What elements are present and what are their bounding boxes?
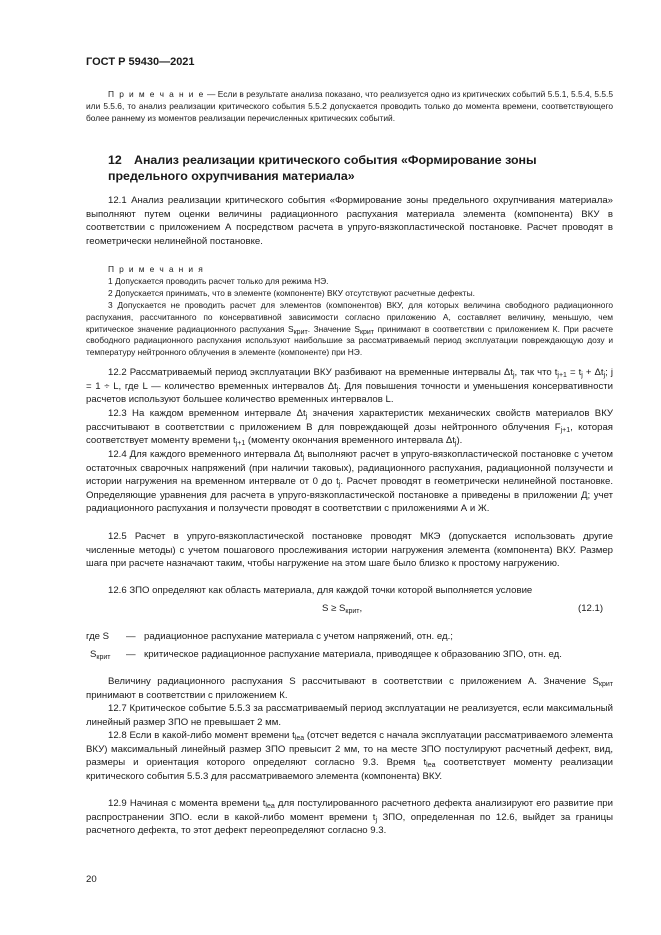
formula-12-1: $S \ge S_{крит}$, (322, 603, 363, 615)
note-item-1: 1 Допускается проводить расчет только для режима НЭ. (108, 275, 329, 286)
definition-S: где S — радиационное распухание материала с учетом напряжений, отн. ед.; (86, 631, 453, 642)
top-note (86, 89, 613, 125)
notes-label: П р и м е ч а н и я (108, 264, 205, 274)
paragraph-12-6: 12.6 ЗПО определяют как область материала, для каждой точки которой выполняется условие (108, 585, 533, 596)
note-text: — Если в результате анализа показано, что реализуется одно из критических событий 5.5.1, 5.5.4, 5.5.5 или 5.5.6, то анализ реализации критического события 5.5.2 допускается проводить только до момента времени, соответствующего более раннему из моментов реализации перечисленных критических событий. (86, 89, 613, 123)
paragraph-12-4: 12.4 Для каждого временного интервала $\Delta t_j$ выполняют расчет в упруго-вязкопластической постановке с учетом остаточных сварочных напряжений (при наличии таковых), радиационного распухания, радиационной ползучести и истории нагружения на временном интервале от 0 до $t_j$. Расчет проводят в геометрически нелинейной постановке. Определяющие уравнения для расчета в упруго-вязкопластической постановке а приведены в приложении Д; учет радиационного распухания и ползучести проводят в соответствии с приложениями А и Ж. (86, 449, 613, 515)
section-heading (108, 152, 608, 184)
formula-number: (12.1) (578, 603, 604, 614)
paragraph-12-8: 12.8 Если в какой-либо момент времени $t_{lea}$ (отсчет ведется с начала эксплуатации рассматриваемого элемента ВКУ) максимальный линейный размер ЗПО превысит 2 мм, то на месте ЗПО постулируют расчетный дефект, вид, размеры и ориентация которого определяют согласно 9.3. Время $t_{lea}$ соответствует моменту реализации критического события 5.5.3 для рассматриваемого элемента (компонента) ВКУ. (86, 730, 613, 782)
paragraph-12-7: 12.7 Критическое событие 5.5.3 за рассматриваемый период эксплуатации не реализуется, если максимальный линейный размер ЗПО не превышает 2 мм. (86, 703, 613, 728)
note-item-2: 2 Допускается принимать, что в элементе (компоненте) ВКУ отсутствуют расчетные дефекты. (108, 287, 475, 298)
paragraph-12-2: 12.2 Рассматриваемый период эксплуатации ВКУ разбивают на временные интервалы $\Delta t_j$, так что $t_{j+1} = t_j + \Delta t_j$; j = 1 ÷ L, где L — количество временных интервалов $\Delta t_j$. Для повышения точности и уменьшения консервативности расчетов используют большее количество временных интервалов L. (86, 367, 613, 406)
note-label: П р и м е ч а н и е (108, 89, 205, 99)
section-title: Анализ реализации критического события «Формирование зоны предельного охрупчивания материала» (108, 153, 537, 183)
note-item-3: 3 Допускается не проводить расчет для элементов (компонентов) ВКУ, для которых величина свободного радиационного распухания, рассчитанного по консервативной зависимости согласно приложению А, составляет величину, меньшую, чем критическое значение радиационного распухания $S_{крит}$. Значение $S_{крит}$ принимают в соответствии с приложением К. При расчете свободного радиационного распухания используют наибольшие за рассматриваемый период эксплуатации повреждающую дозу и температуру нейтронного облучения в элементе (компоненте) при НЭ. (86, 299, 613, 358)
document-header: ГОСТ Р 59430—2021 (86, 56, 195, 68)
paragraph-12-3: 12.3 На каждом временном интервале $\Delta t_j$ значения характеристик механических свойств материалов ВКУ рассчитывают в соответствии с приложением В для повреждающей дозы нейтронного облучения $F_{j+1}$, которая соответствует моменту времени $t_{j+1}$ (моменту окончания временного интервала $\Delta t_j$). (86, 408, 613, 448)
page-number: 20 (86, 874, 97, 885)
paragraph-12-9: 12.9 Начиная с момента времени $t_{lea}$ для постулированного расчетного дефекта анализируют его развитие при распространении ЗПО. если в какой-либо момент времени $t_j$ ЗПО, определенная по 12.6, выйдет за границы расчетного дефекта, то этот дефект переопределяют согласно 9.3. (86, 798, 614, 837)
section-number: 12 (108, 153, 122, 167)
paragraph-value: Величину радиационного распухания S рассчитывают в соответствии с приложением А. Значение $S_{крит}$ принимают в соответствии с приложением К. (86, 676, 613, 701)
notes-block (86, 264, 613, 359)
paragraph-12-5: 12.5 Расчет в упруго-вязкопластической постановке проводят МКЭ (допускается использовать другие численные методы) с учетом пошагового прослеживания истории нагружения элемента (компонента) ВКУ. Размер шага при расчете назначают таким, чтобы нагружение на этом шаге было близко к простому нагружению. (86, 531, 613, 570)
paragraph-12-1: 12.1 Анализ реализации критического события «Формирование зоны предельного охрупчивания материала» выполняют путем оценки величины радиационного распухания материала элемента (компонента) ВКУ в соответствии с приложением А посредством расчета в упруго-вязкопластической постановке. Расчет проводят в геометрически нелинейной постановке. (86, 195, 613, 247)
definition-S-krit: $S_{крит}$ — критическое радиационное распухание материала, приводящее к образованию ЗПО, отн. ед. (90, 649, 562, 661)
